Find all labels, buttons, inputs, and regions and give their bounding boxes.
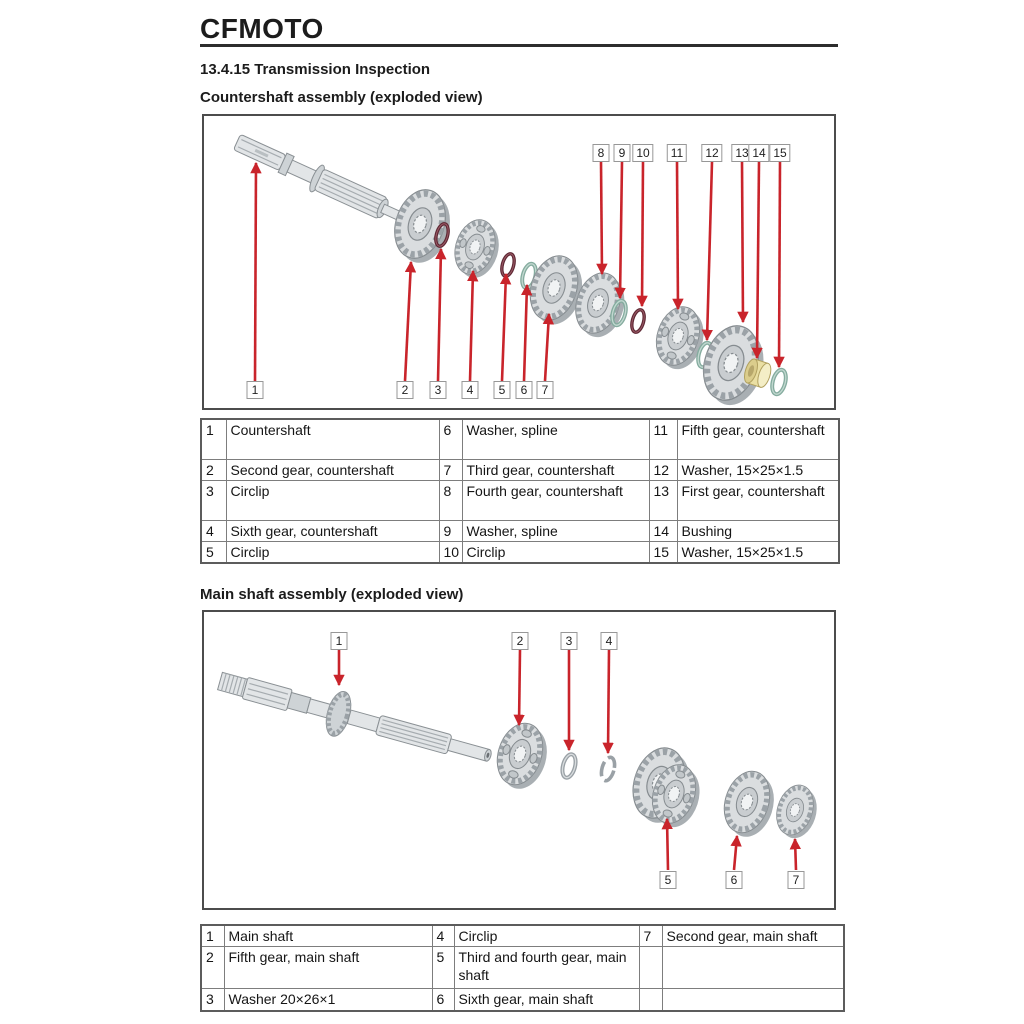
circlip-5-illustration bbox=[500, 252, 517, 277]
part-label: 1 bbox=[331, 632, 348, 650]
table-row bbox=[201, 520, 839, 541]
part-name-cell: First gear, countershaft bbox=[677, 480, 839, 520]
part-label: 14 bbox=[748, 144, 769, 162]
part-name-cell: Second gear, main shaft bbox=[662, 925, 844, 947]
mainshaft-parts-table bbox=[200, 924, 845, 1012]
part-label: 10 bbox=[632, 144, 653, 162]
part-number-cell: 11 bbox=[649, 419, 677, 459]
part-name-cell bbox=[662, 947, 844, 989]
part-number-cell: 5 bbox=[432, 947, 454, 989]
table-row bbox=[201, 925, 844, 947]
part-number-cell: 6 bbox=[432, 989, 454, 1011]
part-name-cell: Fifth gear, countershaft bbox=[677, 419, 839, 459]
part-name-cell: Circlip bbox=[226, 480, 439, 520]
part-name-cell: Fifth gear, main shaft bbox=[224, 947, 432, 989]
part-number-cell: 10 bbox=[439, 541, 462, 563]
part-name-cell: Sixth gear, main shaft bbox=[454, 989, 639, 1011]
countershaft-diagram bbox=[202, 114, 836, 410]
washer-15-illustration bbox=[770, 368, 788, 395]
washer-3-illustration bbox=[560, 753, 578, 779]
table-row bbox=[201, 480, 839, 520]
section-title: 13.4.15 Transmission Inspection bbox=[200, 61, 431, 78]
part-number-cell: 1 bbox=[201, 419, 226, 459]
part-label: 2 bbox=[512, 632, 529, 650]
part-number-cell: 7 bbox=[439, 459, 462, 480]
part-label: 4 bbox=[462, 381, 479, 399]
part-number-cell: 3 bbox=[201, 480, 226, 520]
part-number-cell bbox=[639, 989, 662, 1011]
fifth-gear-main-illustration bbox=[489, 717, 555, 794]
sixth-gear-illustration bbox=[448, 215, 507, 283]
part-label: 12 bbox=[701, 144, 722, 162]
mainshaft-illustration bbox=[204, 612, 834, 908]
circlip-4-illustration bbox=[599, 756, 617, 782]
table-row bbox=[201, 459, 839, 480]
part-label: 1 bbox=[247, 381, 264, 399]
part-name-cell: Bushing bbox=[677, 520, 839, 541]
part-name-cell: Washer, 15×25×1.5 bbox=[677, 459, 839, 480]
header-rule bbox=[200, 44, 838, 47]
part-number-cell: 4 bbox=[201, 520, 226, 541]
countershaft-parts-table bbox=[200, 418, 840, 564]
part-number-cell: 15 bbox=[649, 541, 677, 563]
part-number-cell: 14 bbox=[649, 520, 677, 541]
part-label: 15 bbox=[769, 144, 790, 162]
circlip-10-illustration bbox=[630, 308, 647, 333]
part-label: 13 bbox=[731, 144, 752, 162]
part-number-cell: 3 bbox=[201, 989, 224, 1011]
table-row bbox=[201, 989, 844, 1011]
part-name-cell: Circlip bbox=[454, 925, 639, 947]
callout-arrows bbox=[339, 650, 796, 870]
second-gear-main-illustration bbox=[770, 780, 824, 843]
part-name-cell: Main shaft bbox=[224, 925, 432, 947]
part-label: 3 bbox=[561, 632, 578, 650]
part-number-cell bbox=[639, 947, 662, 989]
part-name-cell: Sixth gear, countershaft bbox=[226, 520, 439, 541]
countershaft-heading: Countershaft assembly (exploded view) bbox=[200, 89, 483, 106]
part-name-cell: Circlip bbox=[226, 541, 439, 563]
table-row bbox=[201, 541, 839, 563]
part-number-cell: 7 bbox=[639, 925, 662, 947]
part-name-cell: Fourth gear, countershaft bbox=[462, 480, 649, 520]
part-number-cell: 13 bbox=[649, 480, 677, 520]
part-label: 7 bbox=[537, 381, 554, 399]
part-name-cell: Washer, spline bbox=[462, 419, 649, 459]
part-label: 4 bbox=[601, 632, 618, 650]
part-number-cell: 1 bbox=[201, 925, 224, 947]
part-name-cell: Countershaft bbox=[226, 419, 439, 459]
part-label: 5 bbox=[494, 381, 511, 399]
part-name-cell bbox=[662, 989, 844, 1011]
part-name-cell: Washer, spline bbox=[462, 520, 649, 541]
part-number-cell: 9 bbox=[439, 520, 462, 541]
brand-logo-text: CFMOTO bbox=[200, 13, 324, 44]
part-number-cell: 12 bbox=[649, 459, 677, 480]
part-label: 6 bbox=[516, 381, 533, 399]
countershaft-shaft bbox=[231, 129, 409, 231]
part-name-cell: Washer, 15×25×1.5 bbox=[677, 541, 839, 563]
part-label: 6 bbox=[726, 871, 743, 889]
fifth-gear-illustration bbox=[648, 301, 711, 375]
part-name-cell: Third and fourth gear, main shaft bbox=[454, 947, 639, 989]
part-label: 9 bbox=[614, 144, 631, 162]
main-shaft bbox=[214, 659, 497, 778]
part-label: 3 bbox=[430, 381, 447, 399]
part-number-cell: 8 bbox=[439, 480, 462, 520]
part-number-cell: 6 bbox=[439, 419, 462, 459]
part-label: 8 bbox=[593, 144, 610, 162]
part-label: 7 bbox=[788, 871, 805, 889]
mainshaft-heading: Main shaft assembly (exploded view) bbox=[200, 586, 464, 603]
part-name-cell: Circlip bbox=[462, 541, 649, 563]
mainshaft-diagram bbox=[202, 610, 836, 910]
part-number-cell: 2 bbox=[201, 947, 224, 989]
part-label: 5 bbox=[660, 871, 677, 889]
part-label: 2 bbox=[397, 381, 414, 399]
part-name-cell: Washer 20×26×1 bbox=[224, 989, 432, 1011]
part-number-cell: 4 bbox=[432, 925, 454, 947]
table-row bbox=[201, 947, 844, 989]
part-name-cell: Second gear, countershaft bbox=[226, 459, 439, 480]
part-number-cell: 2 bbox=[201, 459, 226, 480]
part-label: 11 bbox=[667, 144, 687, 162]
part-name-cell: Third gear, countershaft bbox=[462, 459, 649, 480]
table-row bbox=[201, 419, 839, 459]
sixth-gear-main-illustration bbox=[716, 765, 782, 842]
part-number-cell: 5 bbox=[201, 541, 226, 563]
